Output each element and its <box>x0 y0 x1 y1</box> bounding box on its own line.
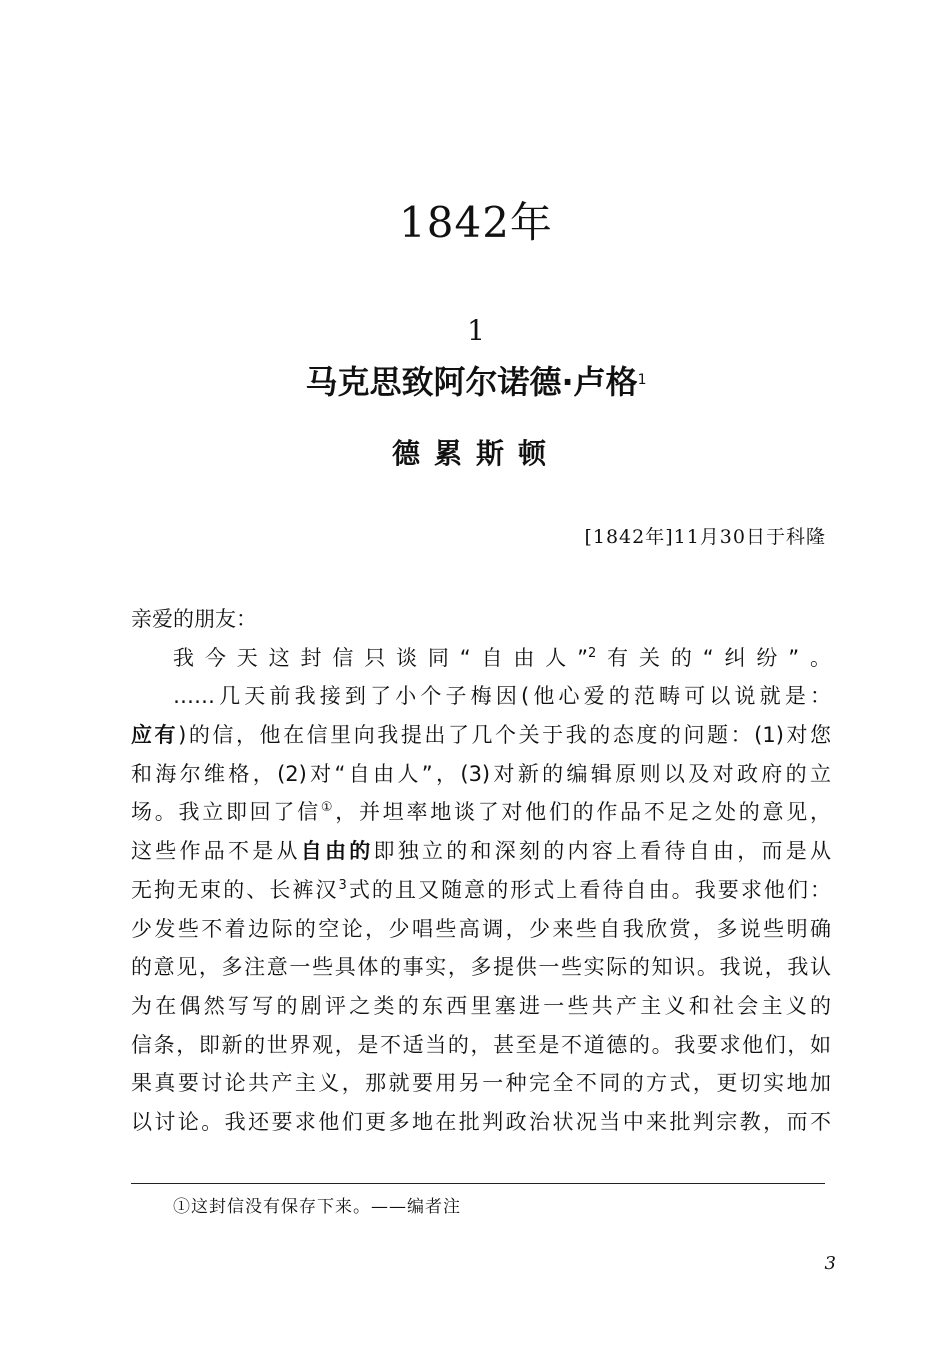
letter-body <box>131 600 831 1142</box>
body-line <box>131 871 831 910</box>
body-text-segment: 这些作品不是从 <box>131 839 301 864</box>
body-line: 的意见，多注意一些具体的事实，多提供一些实际的知识。我说，我认 <box>131 955 831 980</box>
body-line <box>131 716 831 755</box>
footnote-ref[interactable]: ① <box>320 800 336 816</box>
letter-number: 1 <box>467 314 485 347</box>
body-line <box>131 832 831 871</box>
body-text-segment: 式的且又随意的形式上看待自由。我要求他们： <box>346 877 831 902</box>
body-text-segment: 有关的“纠纷”。 <box>596 645 831 670</box>
body-line: 信条，即新的世界观，是不适当的，甚至是不道德的。我要求他们，如 <box>131 1032 831 1057</box>
body-line <box>131 793 831 832</box>
letter-title-note-ref[interactable]: 1 <box>637 372 647 388</box>
body-text-segment: 无拘无束的、长裤汉 <box>131 877 339 902</box>
salutation: 亲爱的朋友： <box>131 607 257 631</box>
footnote: ①这封信没有保存下来。——编者注 <box>173 1197 461 1217</box>
body-text-segment: 我今天这封信只谈同“自由人” <box>173 645 589 670</box>
body-line: 果真要讨论共产主义，那就要用另一种完全不同的方式，更切实地加 <box>131 1071 831 1096</box>
body-line: ……几天前我接到了小个子梅因(他心爱的范畴可以说就是： <box>173 684 831 709</box>
body-text-segment: ，并坦率地谈了对他们的作品不足之处的意见， <box>335 800 831 825</box>
note-ref[interactable]: 2 <box>588 645 597 661</box>
footnote-divider <box>131 1183 825 1184</box>
body-line: 以讨论。我还要求他们更多地在批判政治状况当中来批判宗教，而不 <box>131 1109 831 1134</box>
page-number: 3 <box>824 1253 836 1274</box>
body-line: 为在偶然写写的剧评之类的东西里塞进一些共产主义和社会主义的 <box>131 993 831 1018</box>
year-title: 1842年 <box>399 198 553 247</box>
letter-title-text: 马克思致阿尔诺德·卢格 <box>305 363 638 401</box>
note-ref[interactable]: 3 <box>338 877 347 893</box>
body-line: 和海尔维格，(2)对“自由人”，(3)对新的编辑原则以及对政府的立 <box>131 761 831 786</box>
body-line: 少发些不着边际的空论，少唱些高调，少来些自我欣赏，多说些明确 <box>131 916 831 941</box>
body-text-segment: )的信，他在信里向我提出了几个关于我的态度的问题：(1)对您 <box>178 723 831 748</box>
body-text-segment: 场。我立即回了信 <box>131 800 321 825</box>
emphasis-text: 自由的 <box>300 839 374 864</box>
letter-place: 德累斯顿 <box>391 437 560 470</box>
letter-title <box>0 360 952 404</box>
emphasis-text: 应有 <box>131 723 179 748</box>
body-line <box>131 639 831 678</box>
body-text-segment: 即独立的和深刻的内容上看待自由，而是从 <box>373 839 831 864</box>
letter-date: [1842年]11月30日于科隆 <box>584 526 826 548</box>
